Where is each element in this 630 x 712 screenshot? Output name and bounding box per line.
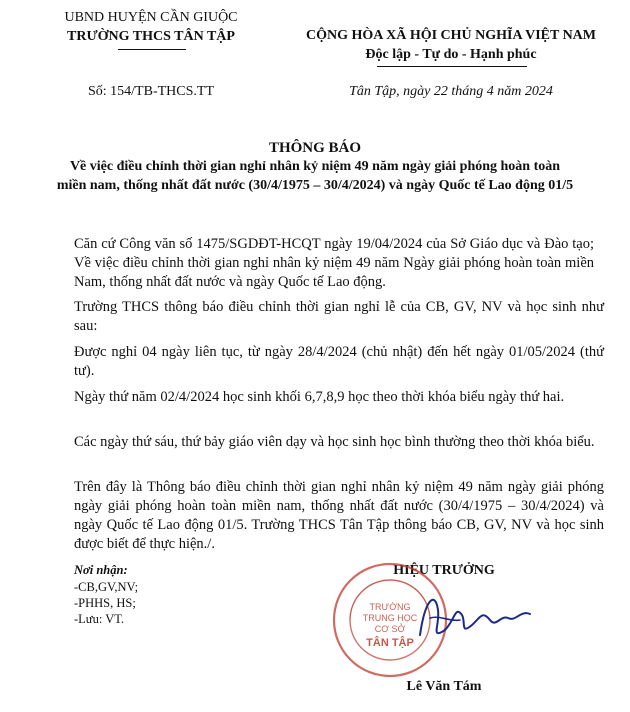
body-paragraph-6 <box>74 478 604 554</box>
body-paragraph-2 <box>74 298 604 336</box>
school-name: TRƯỜNG THCS TÂN TẬP <box>67 29 235 44</box>
document-title: THÔNG BÁO <box>268 140 362 156</box>
recipient-item: -PHHS, HS; <box>74 596 136 610</box>
handwritten-signature <box>400 580 550 650</box>
svg-text:CƠ SỞ: CƠ SỞ <box>374 624 406 634</box>
school-underline <box>118 49 186 50</box>
body-paragraph-1 <box>74 235 594 292</box>
document-date: Tân Tập, ngày 22 tháng 4 năm 2024 <box>349 84 553 99</box>
district-name: UBND HUYỆN CẦN GIUỘC <box>64 10 238 25</box>
country-title: CỘNG HÒA XÃ HỘI CHỦ NGHĨA VIỆT NAM <box>305 28 596 43</box>
paragraph-text: Trường THCS thông báo điều chỉnh thời gian nghỉ lễ của CB, GV, NV và học sinh như sau: <box>74 299 604 334</box>
national-motto: Độc lập - Tự do - Hạnh phúc <box>365 47 537 62</box>
svg-text:TRƯỜNG: TRƯỜNG <box>369 602 411 612</box>
recipient-item: -Lưu: VT. <box>74 612 125 626</box>
paragraph-text: Ngày thứ năm 02/4/2024 học sinh khối 6,7,8,9 học theo thời khóa biểu ngày thứ hai. <box>74 389 565 405</box>
document-number: Số: 154/TB-THCS.TT <box>87 84 214 99</box>
body-paragraph-3 <box>74 343 604 381</box>
signer-name: Lê Văn Tám <box>406 679 482 694</box>
body-paragraph-5 <box>74 433 604 452</box>
paragraph-text: Được nghỉ 04 ngày liên tục, từ ngày 28/4/2024 (chủ nhật) đến hết ngày 01/05/2024 (thứ tư). <box>74 344 604 379</box>
paragraph-text: Căn cứ Công văn số 1475/SGDĐT-HCQT ngày 19/04/2024 của Sở Giáo dục và Đào tạo; Về việc điều chỉnh thời gian nghỉ nhân kỷ niệm 49 năm Ngày giải phóng hoàn toàn miền Nam, thống nhất đất nước và ngày Quốc tế Lao động. <box>74 236 594 290</box>
recipient-item: -CB,GV,NV; <box>74 580 139 594</box>
svg-text:TÂN TẬP: TÂN TẬP <box>366 637 414 649</box>
svg-text:TRUNG HỌC: TRUNG HỌC <box>362 613 418 623</box>
recipients-title: Nơi nhận: <box>74 563 128 577</box>
paragraph-text: Các ngày thứ sáu, thứ bảy giáo viên dạy và học sinh học bình thường theo thời khóa biểu. <box>74 434 595 450</box>
motto-underline <box>377 66 527 67</box>
document-subject: Về việc điều chỉnh thời gian nghỉ nhân kỷ niệm 49 năm ngày giải phóng hoàn toàn miền nam, thống nhất đất nước (30/4/1975 – 30/4/2024) và ngày Quốc tế Lao động 01/5 <box>56 159 574 193</box>
signer-title: HIỆU TRƯỞNG <box>393 563 495 578</box>
body-paragraph-4 <box>74 388 604 407</box>
paragraph-text: Trên đây là Thông báo điều chỉnh thời gian nghỉ nhân kỷ niệm 49 năm ngày giải phóng ngày giải phóng hoàn toàn miền nam, thống nhất đất nước (30/4/1975 – 30/4/2024) và ngày Quốc tế Lao động 01/5. Trường THCS Tân Tập thông báo CB, GV, NV và học sinh được biết để thực hiện./. <box>74 479 604 552</box>
